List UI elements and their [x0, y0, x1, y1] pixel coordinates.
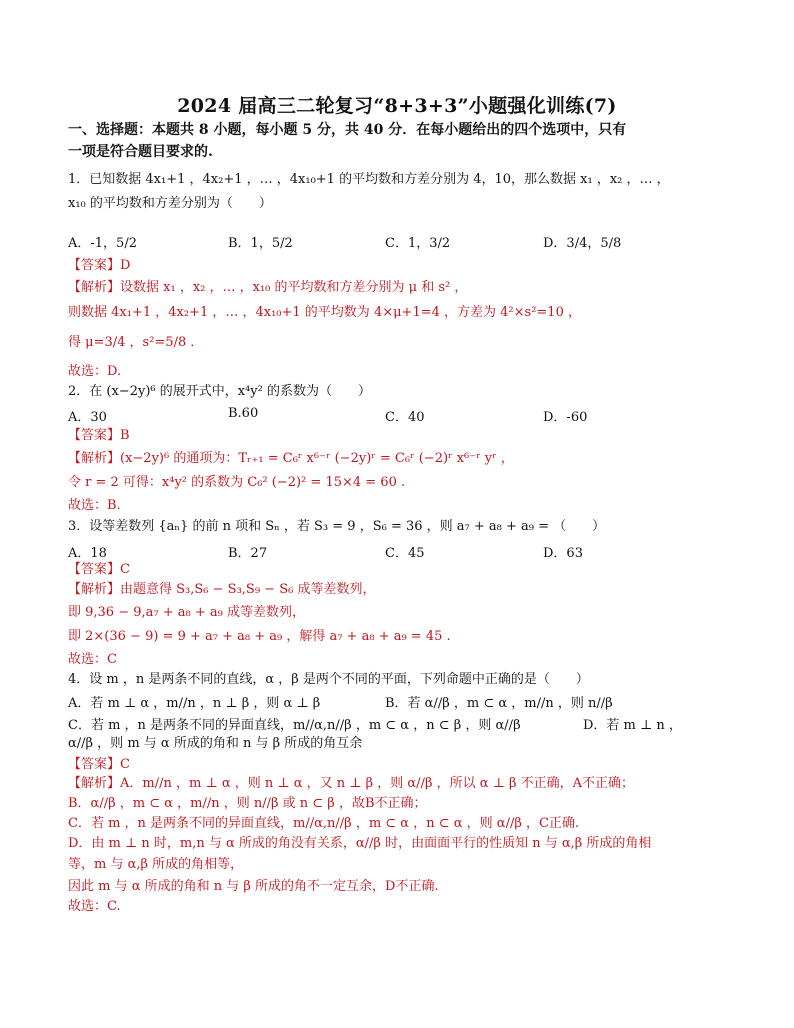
q3-option-c: C．45	[385, 546, 425, 561]
q2-answer: B	[120, 428, 130, 443]
q1-analysis-line1	[68, 280, 467, 296]
q2-analysis-text1: (x−2y)⁶ 的通项为：Tᵣ₊₁ = C₆ʳ x⁶⁻ʳ (−2y)ʳ = C₆ʳ (−2)ʳ x⁶⁻ʳ yʳ ，	[120, 451, 514, 466]
q2-option-b: B.60	[228, 406, 259, 421]
q3-analysis-text1: 由题意得 S₃,S₆ − S₃,S₉ − S₆ 成等差数列，	[120, 582, 376, 597]
q2-stem: 2．在 (x−2y)⁶ 的展开式中，x⁴y² 的系数为（ ）	[68, 384, 371, 399]
q2-choose: 故选：B.	[68, 498, 121, 513]
q3-stem: 3．设等差数列 {aₙ} 的前 n 项和 Sₙ ，若 S₃ = 9 ，S₆ = 36 ，则 a₇ + a₈ + a₉ = （ ）	[68, 519, 606, 534]
section-header-line1: 一、选择题：本题共 8 小题，每小题 5 分，共 40 分．在每小题给出的四个选项中，只有	[68, 122, 627, 138]
q3-answer: C	[120, 562, 130, 577]
q2-analysis-line1	[68, 451, 514, 467]
q1-option-a: A．-1，5/2	[68, 236, 137, 251]
q1-stem-line1: 1．已知数据 4x₁+1 ，4x₂+1 ，… ，4x₁₀+1 的平均数和方差分别为 4，10，那么数据 x₁ ，x₂ ，… ，	[68, 172, 670, 187]
q1-option-b: B．1，5/2	[228, 236, 293, 251]
q4-analysis-line5: 等，m 与 α,β 所成的角相等，	[68, 857, 244, 872]
q1-choose: 故选：D.	[68, 364, 122, 379]
q1-option-d: D．3/4，5/8	[543, 236, 622, 251]
q4-answer: C	[120, 757, 130, 772]
q3-option-d: D．63	[543, 546, 583, 561]
q1-analysis-text1: 设数据 x₁ ，x₂ ，… ，x₁₀ 的平均数和方差分别为 μ 和 s² ，	[120, 280, 468, 295]
q3-analysis-line2: 即 9,36 − 9,a₇ + a₈ + a₉ 成等差数列，	[68, 605, 305, 620]
q4-option-b: B．若 α//β ，m ⊂ α ，m//n ，则 n//β	[385, 696, 613, 711]
q4-analysis-line1	[68, 776, 634, 792]
q3-answer-line	[68, 562, 130, 578]
q4-analysis-line3: C．若 m ，n 是两条不同的异面直线，m//α,n//β ，m ⊂ α ，n ⊂ α ，则 α//β ，C正确.	[68, 816, 580, 831]
q3-analysis-line3: 即 2×(36 − 9) = 9 + a₇ + a₈ + a₉ ，解得 a₇ + a₈ + a₉ = 45 .	[68, 629, 451, 644]
q2-option-c: C．40	[385, 410, 425, 425]
q3-option-a: A．18	[68, 546, 107, 561]
q2-analysis-line2: 令 r = 2 可得：x⁴y² 的系数为 C₆² (−2)² = 15×4 = 60 .	[68, 475, 406, 490]
q1-answer: D	[120, 258, 131, 273]
page-title: 2024 届高三二轮复习“8+3+3”小题强化训练(7)	[177, 95, 617, 117]
q2-option-d: D．-60	[543, 410, 588, 425]
q1-option-c: C．1，3/2	[385, 236, 451, 251]
q4-option-c: C．若 m ，n 是两条不同的异面直线，m//α,n//β ，m ⊂ α ，n ⊂ β ，则 α//β	[68, 718, 521, 733]
answer-tag: 【答案】	[68, 428, 121, 443]
q2-answer-line	[68, 428, 130, 444]
q1-answer-line	[68, 258, 130, 274]
q1-analysis-line3: 得 μ=3/4 ，s²=5/8 ．	[68, 335, 204, 350]
q3-choose: 故选：C	[68, 652, 117, 667]
q4-option-a: A．若 m ⊥ α ，m//n ，n ⊥ β ，则 α ⊥ β	[68, 696, 321, 711]
q4-analysis-line6: 因此 m 与 α 所成的角和 n 与 β 所成的角不一定互余，D不正确.	[68, 879, 439, 894]
q2-option-a: A．30	[68, 410, 107, 425]
analysis-tag: 【解析】	[68, 451, 121, 466]
answer-tag: 【答案】	[68, 258, 121, 273]
analysis-tag: 【解析】	[68, 582, 121, 597]
q1-analysis-line2: 则数据 4x₁+1 ，4x₂+1 ，… ，4x₁₀+1 的平均数为 4×μ+1=4 ，方差为 4²×s²=10 ，	[68, 305, 581, 320]
q4-option-d-line1: D．若 m ⊥ n ，	[583, 718, 682, 733]
q4-choose: 故选：C.	[68, 899, 121, 914]
answer-tag: 【答案】	[68, 757, 121, 772]
q1-stem-line2: x₁₀ 的平均数和方差分别为（ ）	[68, 196, 272, 211]
analysis-tag: 【解析】	[68, 280, 121, 295]
answer-tag: 【答案】	[68, 562, 121, 577]
q4-option-d-line2: α//β ，则 m 与 α 所成的角和 n 与 β 所成的角互余	[68, 736, 363, 751]
q4-analysis-line4: D．由 m ⊥ n 时，m,n 与 α 所成的角没有关系，α//β 时，由面面平行的性质知 n 与 α,β 所成的角相	[68, 836, 652, 851]
q3-analysis-line1	[68, 582, 375, 598]
q3-option-b: B．27	[228, 546, 268, 561]
section-header-line2: 一项是符合题目要求的.	[68, 144, 213, 160]
q4-stem: 4．设 m ，n 是两条不同的直线，α ，β 是两个不同的平面，下列命题中正确的是（ ）	[68, 672, 589, 687]
q4-analysis-text1: A．m//n ，m ⊥ α ，则 n ⊥ α ，又 n ⊥ β ，则 α//β ，所以 α ⊥ β 不正确，A不正确；	[120, 776, 635, 791]
q4-analysis-line2: B．α//β ，m ⊂ α ，m//n ，则 n//β 或 n ⊂ β ，故B不正确；	[68, 796, 427, 811]
q4-answer-line	[68, 757, 130, 773]
analysis-tag: 【解析】	[68, 776, 121, 791]
